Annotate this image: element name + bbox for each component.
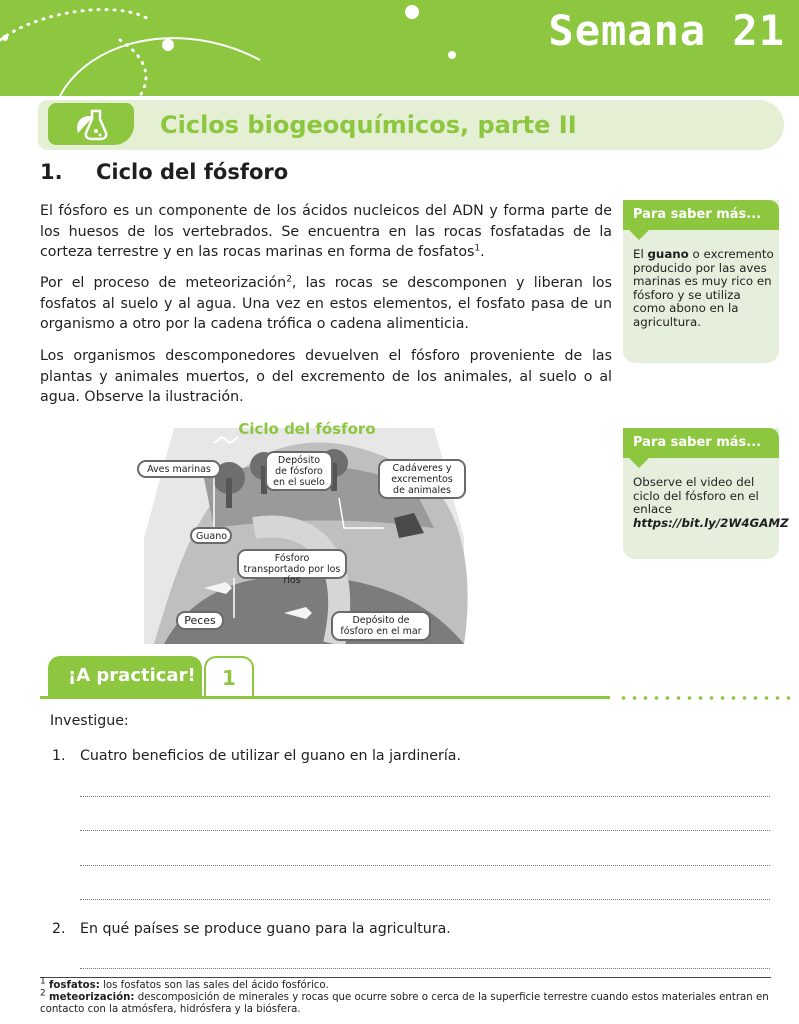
paragraph-2-text-b: , las rocas se descomponen y liberan los fosfatos al suelo y al agua. Una vez en estos elementos, el fosfato pasa de un organismo a otro por la cadena trófica o cadena alimenticia. xyxy=(40,275,613,332)
label-aves-marinas: Aves marinas xyxy=(137,460,221,478)
answer-line[interactable] xyxy=(80,968,770,969)
sidebox-tab: Para saber más... xyxy=(623,200,779,230)
sidebox-tab: Para saber más... xyxy=(623,428,779,458)
paragraph-1-text: El fósforo es un componente de los ácidos nucleicos del ADN y forma parte de los huesos de los vertebrados. Se encuentra en las rocas fosfatadas de la corteza terrestre y en las rocas marinas en forma de fosfatos xyxy=(40,203,612,260)
label-cadaveres: Cadáveres y excrementos de animales xyxy=(378,459,466,499)
footnote-2-term: meteorización: xyxy=(48,992,135,1003)
practice-tab: ¡A practicar! xyxy=(48,656,202,696)
sidebox-video xyxy=(623,428,789,559)
illustration-title: Ciclo del fósforo xyxy=(238,420,376,438)
answer-line[interactable] xyxy=(80,830,770,831)
section-title: Ciclo del fósforo xyxy=(96,160,289,184)
sidebox-text xyxy=(633,475,789,530)
answer-line[interactable] xyxy=(80,796,770,797)
question-2-number: 2. xyxy=(52,921,66,937)
label-peces: Peces xyxy=(176,611,224,630)
week-label: Semana 21 xyxy=(548,6,785,55)
footnote-ref-2: 2 xyxy=(286,274,292,285)
paragraph-1-end: . xyxy=(480,244,485,260)
question-1: Cuatro beneficios de utilizar el guano en la jardinería. xyxy=(80,748,461,764)
answer-line[interactable] xyxy=(80,865,770,866)
practice-number: 1 xyxy=(204,656,254,696)
footnote-1-text: los fosfatos son las sales del ácido fosfórico. xyxy=(99,980,329,991)
footnote-2-number: 2 xyxy=(40,988,46,999)
practice-divider xyxy=(40,696,610,699)
paragraph-2-text-a: Por el proceso de meteorización xyxy=(40,275,287,291)
footnote-1-term: fosfatos: xyxy=(48,980,100,991)
practice-dotted-divider xyxy=(618,696,790,700)
footnote-ref-1: 1 xyxy=(474,243,481,254)
sidebox-guano xyxy=(623,200,779,363)
lab-flask-leaf-icon xyxy=(48,103,134,145)
paragraph-1 xyxy=(40,201,612,263)
question-1-number: 1. xyxy=(52,748,66,764)
label-deposito-suelo: Depósito de fósforo en el suelo xyxy=(265,451,333,491)
answer-line[interactable] xyxy=(80,899,770,900)
footnote-2-text: descomposición de minerales y rocas que ocurre sobre o cerca de la superficie terrestre cuando estos materiales entran en contacto con la atmósfera, hidrósfera y la biósfera. xyxy=(40,992,769,1015)
video-link[interactable]: https://bit.ly/2W4GAMZ xyxy=(633,515,789,530)
question-2: En qué países se produce guano para la agricultura. xyxy=(80,921,451,937)
footnote-2 xyxy=(40,988,780,1015)
sidebox-video-text: Observe el video del ciclo del fósforo en el enlace xyxy=(633,475,759,517)
footnote-1 xyxy=(40,976,780,992)
footnote-rule xyxy=(40,977,771,978)
sidebox-text-post: o excremento producido por las aves marinas es muy rico en fósforo y se utiliza como abono en la agricultura. xyxy=(633,247,774,329)
footnote-1-number: 1 xyxy=(40,976,46,987)
section-number: 1. xyxy=(40,160,63,184)
phosphorus-cycle-illustration xyxy=(134,418,480,644)
paragraph-2 xyxy=(40,273,612,335)
label-fosforo-transportado: Fósforo transportado por los ríos xyxy=(237,549,347,579)
sidebox-bold-term: guano xyxy=(647,247,689,261)
label-deposito-mar: Depósito de fósforo en el mar xyxy=(331,611,431,641)
sidebox-text-pre: El xyxy=(633,247,648,261)
section-heading xyxy=(40,160,288,184)
label-guano: Guano xyxy=(190,527,232,544)
page-title: Ciclos biogeoquímicos, parte II xyxy=(160,111,577,139)
sidebox-text xyxy=(633,248,775,330)
paragraph-3: Los organismos descomponedores devuelven el fósforo proveniente de las plantas y animales muertos, o del excremento de los animales, al suelo o al agua. Observe la ilustración. xyxy=(40,348,612,405)
practice-intro: Investigue: xyxy=(50,713,129,729)
